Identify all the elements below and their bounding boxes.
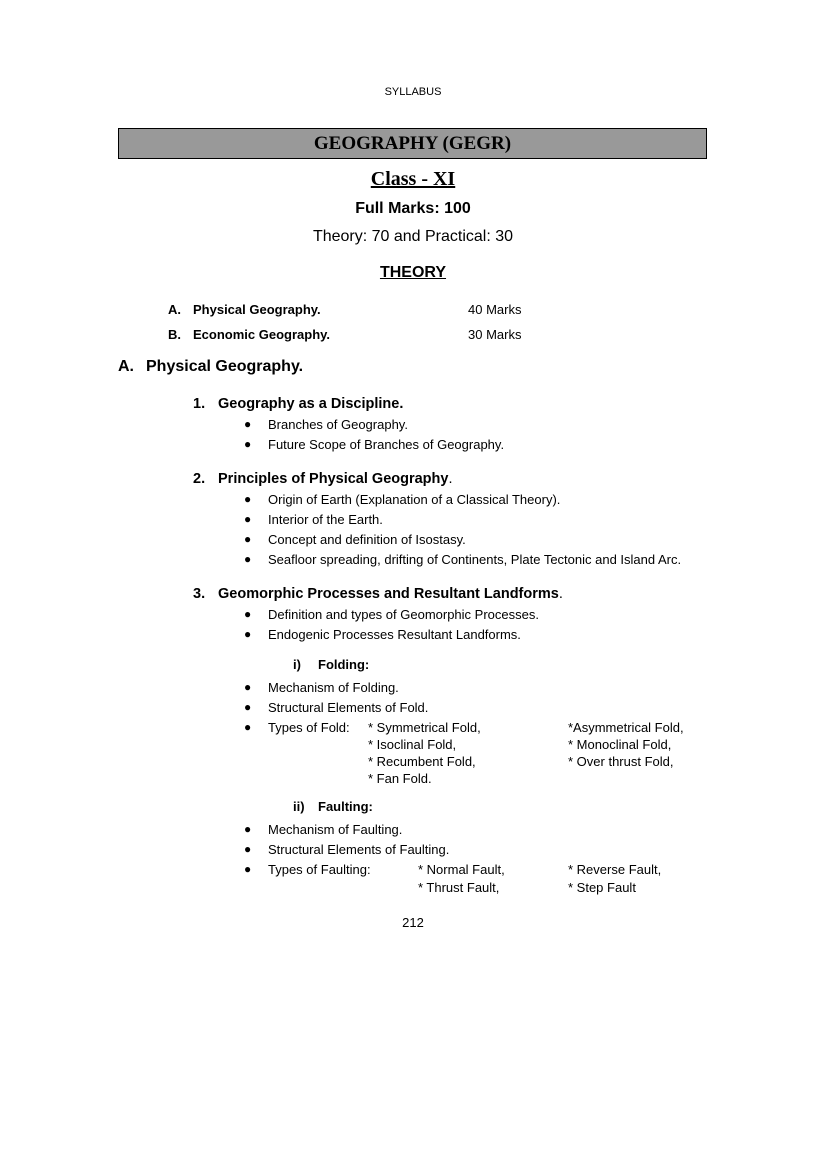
section-title [118,358,303,376]
topic-number: 2. [193,471,206,487]
bullet-item: Seafloor spreading, drifting of Continents, Plate Tectonic and Island Arc. [268,552,682,567]
bullet-icon: ● [244,700,252,714]
topic-title: Geomorphic Processes and Resultant Landforms [218,586,559,602]
subtopic-number: ii) [293,799,305,814]
topic-number: 1. [193,396,206,412]
bullet-icon: ● [244,437,252,451]
summary-marks: 40 Marks [468,302,522,317]
fold-type: *Asymmetrical Fold, [568,720,684,735]
bullet-item: Endogenic Processes Resultant Landforms. [268,627,521,642]
bullet-item: Branches of Geography. [268,417,408,432]
bullet-icon: ● [244,680,252,694]
summary-marks: 30 Marks [468,327,522,342]
section-letter: A. [118,358,134,375]
fold-type: * Isoclinal Fold, [368,737,457,752]
topic-number: 3. [193,586,206,602]
class-title: Class - XI [370,168,456,190]
fold-type: * Monoclinal Fold, [568,737,672,752]
bullet-icon: ● [244,627,252,641]
bullet-icon: ● [244,492,252,506]
topic-suffix: . [558,586,563,602]
topic-heading [193,471,453,487]
subtopic-number: i) [293,657,301,672]
topic-heading [193,586,563,602]
topic-title: Geography as a Discipline. [218,396,404,412]
fold-type: * Recumbent Fold, [368,754,476,769]
bullet-icon: ● [244,862,252,876]
summary-letter: A. [168,302,181,317]
types-label: Types of Fold: [268,720,350,735]
fold-type: * Symmetrical Fold, [368,720,481,735]
bullet-icon: ● [244,720,252,734]
subject-title-box [118,128,707,159]
fault-type: * Normal Fault, [418,862,505,877]
fault-type: * Reverse Fault, [568,862,662,877]
topic-title: Principles of Physical Geography [218,471,449,487]
theory-heading: THEORY [379,264,447,281]
bullet-icon: ● [244,532,252,546]
summary-name: Economic Geography. [193,327,331,342]
types-label: Types of Faulting: [268,862,371,877]
fault-type: * Step Fault [568,880,636,895]
summary-letter: B. [168,327,181,342]
bullet-item: Concept and definition of Isostasy. [268,532,466,547]
bullet-item: Future Scope of Branches of Geography. [268,437,505,452]
bullet-icon: ● [244,417,252,431]
summary-name: Physical Geography. [193,302,321,317]
page-number: 212 [402,915,424,930]
bullet-item: Origin of Earth (Explanation of a Classical Theory). [268,492,561,507]
bullet-icon: ● [244,512,252,526]
bullet-item: Structural Elements of Faulting. [268,842,450,857]
bullet-icon: ● [244,607,252,621]
fold-type: * Over thrust Fold, [568,754,674,769]
fold-type: * Fan Fold. [368,771,432,786]
header-label: SYLLABUS [384,86,442,98]
bullet-icon: ● [244,822,252,836]
marks-split: Theory: 70 and Practical: 30 [312,228,514,245]
bullet-item: Mechanism of Folding. [268,680,399,695]
section-name: Physical Geography. [146,358,304,375]
fault-type: * Thrust Fault, [418,880,500,895]
bullet-item: Interior of the Earth. [268,512,383,527]
bullet-icon: ● [244,842,252,856]
bullet-item: Mechanism of Faulting. [268,822,403,837]
subtopic-title: Faulting: [318,799,373,814]
subtopic-heading [293,657,369,672]
bullet-item: Definition and types of Geomorphic Processes. [268,607,539,622]
subject-title: GEOGRAPHY (GEGR) [313,132,512,154]
subtopic-heading [293,799,373,814]
bullet-icon: ● [244,552,252,566]
bullet-item: Structural Elements of Fold. [268,700,429,715]
topic-suffix: . [448,471,453,487]
topic-heading [193,396,403,412]
subtopic-title: Folding: [318,657,370,672]
full-marks: Full Marks: 100 [355,200,471,217]
